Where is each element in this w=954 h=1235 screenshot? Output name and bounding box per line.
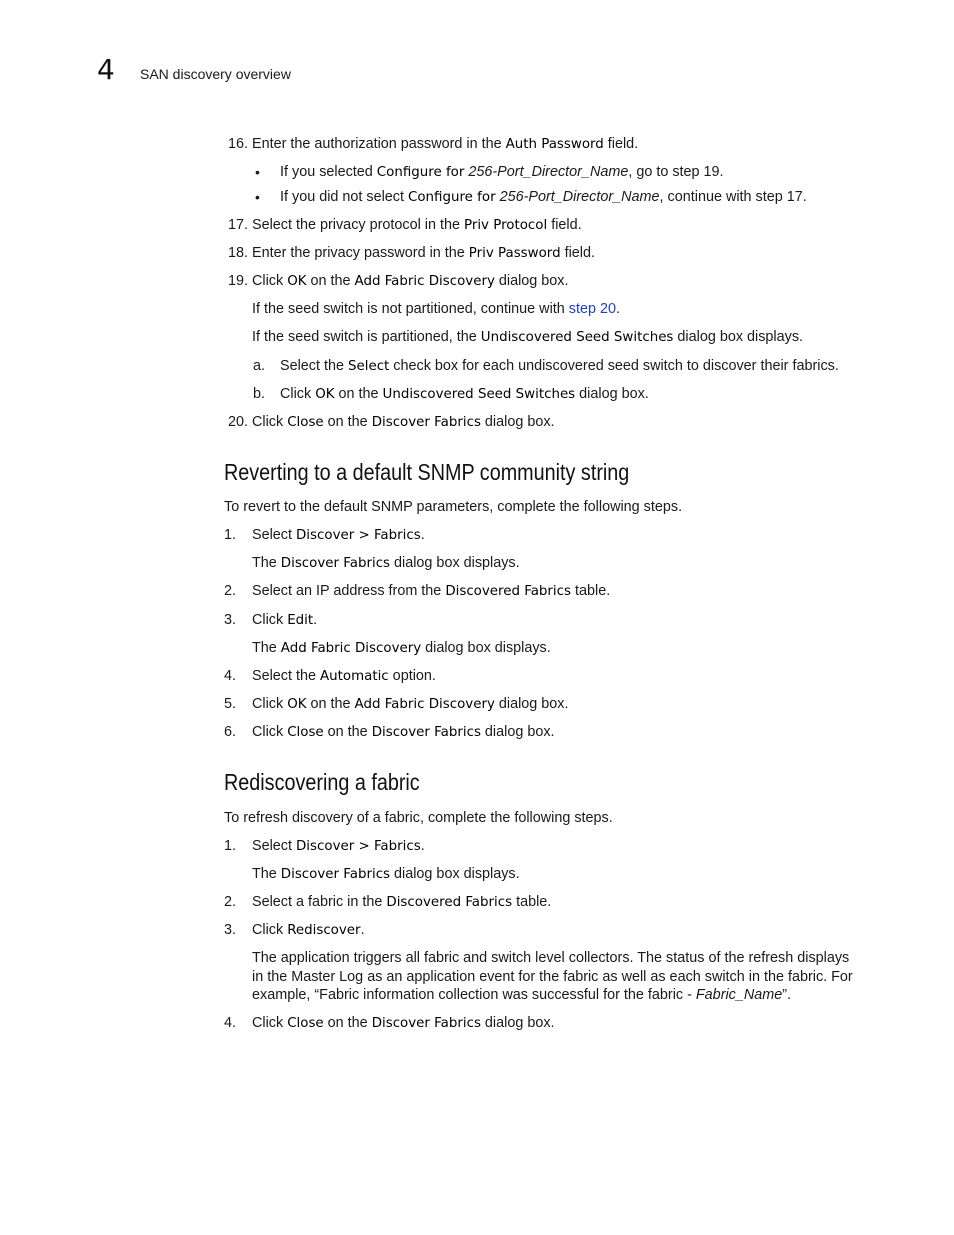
step-number: 2. [223, 894, 236, 910]
rediscover-step-3-description-line-1: The application triggers all fabric and switch level collectors. The status of the refresh displays [252, 950, 850, 966]
step-number: 6. [223, 724, 236, 740]
bullet-text: If you selected Configure for 256-Port_Director_Name, go to step 19. [280, 164, 724, 180]
step-number: 4. [223, 668, 236, 684]
step-text: Select the privacy protocol in the Priv Protocol field. [252, 217, 582, 233]
chapter-number: 4 [97, 53, 115, 86]
step-number: 17. [227, 217, 248, 233]
section-intro: To refresh discovery of a fabric, complete the following steps. [224, 810, 613, 826]
step-text: Click OK on the Add Fabric Discovery dialog box. [252, 696, 569, 712]
step-text: Click Rediscover. [252, 922, 365, 938]
rediscover-step-1-result: The Discover Fabrics dialog box displays. [252, 866, 520, 882]
step-number: 5. [223, 696, 236, 712]
section-intro: To revert to the default SNMP parameters, complete the following steps. [224, 499, 683, 515]
bullet-icon: • [255, 189, 260, 205]
bullet-icon: • [255, 164, 260, 180]
running-header-title: SAN discovery overview [140, 66, 291, 82]
step-text: Select an IP address from the Discovered Fabrics table. [252, 583, 611, 599]
step-number: 18. [227, 245, 248, 261]
step-text: Click Close on the Discover Fabrics dialog box. [252, 724, 555, 740]
substep-text: Select the Select check box for each undiscovered seed switch to discover their fabrics. [280, 358, 839, 374]
step-text: Click Close on the Discover Fabrics dialog box. [252, 1015, 555, 1031]
step-number: 3. [223, 612, 236, 628]
step-text: Click Edit. [252, 612, 318, 628]
step-number: 19. [227, 273, 248, 289]
bullet-text: If you did not select Configure for 256-Port_Director_Name, continue with step 17. [280, 189, 807, 205]
rediscover-step-3-description-line-3: example, “Fabric information collection was successful for the fabric - Fabric_Name”. [252, 987, 792, 1003]
step-text: Select Discover > Fabrics. [252, 527, 425, 543]
step-text: Select the Automatic option. [252, 668, 436, 684]
step-number: 1. [223, 838, 236, 854]
step-number: 2. [223, 583, 236, 599]
step-text: Select a fabric in the Discovered Fabrics table. [252, 894, 552, 910]
step-number: 20. [227, 414, 248, 430]
step-number: 3. [223, 922, 236, 938]
step-19-note-not-partitioned: If the seed switch is not partitioned, continue with step 20. [252, 301, 620, 317]
revert-step-3-result: The Add Fabric Discovery dialog box displays. [252, 640, 551, 656]
substep-label: a. [253, 358, 266, 374]
step-text: Select Discover > Fabrics. [252, 838, 425, 854]
step-number: 1. [223, 527, 236, 543]
step-text: Enter the authorization password in the Auth Password field. [252, 136, 639, 152]
step-text: Enter the privacy password in the Priv Password field. [252, 245, 595, 261]
rediscover-step-3-description-line-2: in the Master Log as an application event for the fabric as well as each switch in the fabric. For [252, 969, 853, 985]
step-number: 16. [227, 136, 248, 152]
revert-step-1-result: The Discover Fabrics dialog box displays. [252, 555, 520, 571]
step-number: 4. [223, 1015, 236, 1031]
step-text: Click Close on the Discover Fabrics dialog box. [252, 414, 555, 430]
substep-text: Click OK on the Undiscovered Seed Switches dialog box. [280, 386, 649, 402]
section-heading-rediscovering: Rediscovering a fabric [224, 769, 420, 795]
step-text: Click OK on the Add Fabric Discovery dialog box. [252, 273, 569, 289]
step-20-link[interactable]: step 20 [568, 301, 616, 317]
substep-label: b. [253, 386, 266, 402]
section-heading-reverting: Reverting to a default SNMP community string [224, 459, 630, 485]
step-19-note-partitioned: If the seed switch is partitioned, the Undiscovered Seed Switches dialog box displays. [252, 329, 804, 345]
